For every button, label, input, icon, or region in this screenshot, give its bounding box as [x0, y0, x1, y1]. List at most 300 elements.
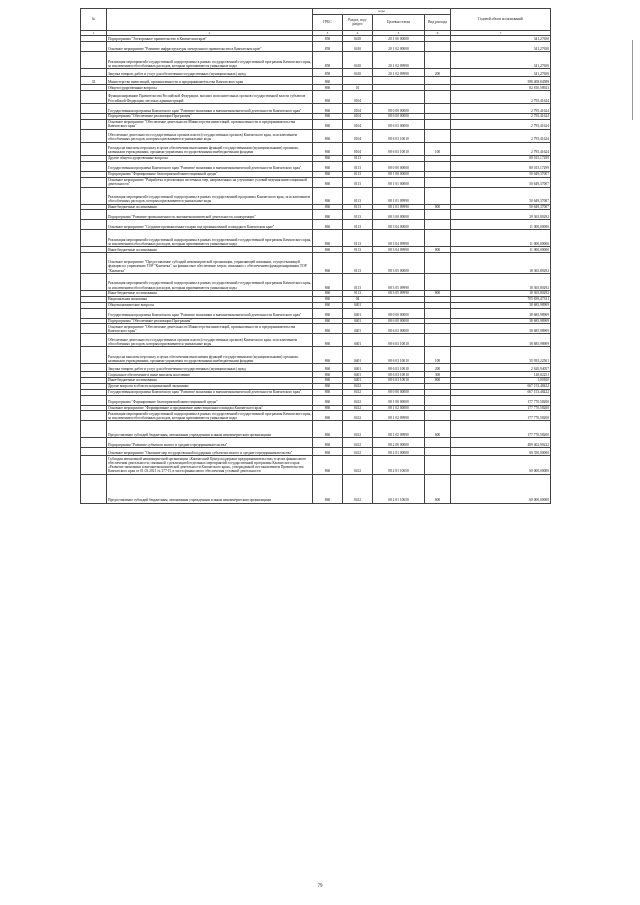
- cell-cs: 20 1 02 09990: [373, 69, 425, 77]
- cell-sum: 2 795,41624: [451, 91, 551, 104]
- cell-name: Подпрограмма "Формирование благоприятной инвестиционной среды": [107, 171, 313, 177]
- header-vr: Вид расхода: [425, 15, 451, 31]
- header-sum: Годовой объем ассигнований: [451, 9, 551, 31]
- cell-vr: [425, 411, 451, 421]
- cell-grbs: 860: [313, 142, 343, 155]
- cell-name: Подпрограмма "Развитие субъектов малого и среднего предпринимательства": [107, 438, 313, 448]
- cell-rz: 0410: [343, 52, 373, 69]
- cell-cs: 08 3 05 09990: [373, 274, 425, 291]
- cell-sum: 38 685,98909: [451, 334, 551, 347]
- cell-vr: [425, 334, 451, 347]
- cell-cs: 08 6 03 10010: [373, 378, 425, 384]
- cell-rz: 0113: [343, 171, 373, 177]
- header-index-cell: 4: [343, 30, 373, 36]
- cell-vr: [425, 119, 451, 129]
- cell-vr: [425, 448, 451, 456]
- cell-rz: 0104: [343, 129, 373, 142]
- cell-sum: 50 649,37007: [451, 177, 551, 187]
- cell-sum: 50 649,37007: [451, 171, 551, 177]
- cell-cs: 08 1 02 09990: [373, 421, 425, 438]
- cell-grbs: 860: [313, 456, 343, 474]
- cell-no: [81, 438, 107, 448]
- cell-name: Подпрограмма "Электронное правительство в Камчатском крае": [107, 36, 313, 42]
- cell-rz: 0113: [343, 247, 373, 253]
- cell-no: [81, 230, 107, 247]
- cell-cs: 08 2 01 10650: [373, 474, 425, 503]
- cell-rz: 0412: [343, 421, 373, 438]
- cell-sum: 177 770,58200: [451, 421, 551, 438]
- cell-rz: 0104: [343, 142, 373, 155]
- cell-name: Расходы на выплаты персоналу в целях обеспечения выполнения функций государственными (муниципальными) органами, казенными учреждениями, органами управления государственными внебюджетными фондами: [107, 142, 313, 155]
- header-cs: Целевая статья: [373, 15, 425, 31]
- budget-table: [80, 8, 551, 504]
- cell-rz: 0410: [343, 36, 373, 42]
- cell-rz: 0401: [343, 318, 373, 324]
- cell-vr: 300: [425, 372, 451, 378]
- cell-sum: 667 153,48422: [451, 389, 551, 395]
- cell-vr: [425, 274, 451, 291]
- header-index-cell: 7: [451, 30, 551, 36]
- cell-grbs: 858: [313, 52, 343, 69]
- cell-sum: 29 365,80292: [451, 210, 551, 220]
- cell-cs: 08 6 03 10010: [373, 372, 425, 378]
- cell-vr: [425, 230, 451, 247]
- cell-sum: 80 015,17299: [451, 155, 551, 161]
- cell-cs: 08 6 03 10010: [373, 142, 425, 155]
- table-row: [81, 187, 551, 204]
- cell-rz: 0104: [343, 104, 373, 114]
- cell-rz: 0113: [343, 274, 373, 291]
- table-row: [81, 474, 551, 503]
- header-index-cell: 5: [373, 30, 425, 36]
- cell-name: Основное мероприятие "Оказание мер государственной поддержки субъектам малого и среднего предпринимательства": [107, 448, 313, 456]
- cell-grbs: 860: [313, 210, 343, 220]
- cell-grbs: 860: [313, 129, 343, 142]
- cell-vr: 100: [425, 142, 451, 155]
- table-row: [81, 161, 551, 171]
- cell-rz: 0401: [343, 347, 373, 364]
- cell-no: [81, 456, 107, 474]
- cell-no: [81, 161, 107, 171]
- table-row: [81, 438, 551, 448]
- cell-sum: 2 620,94057: [451, 364, 551, 372]
- table-row: [81, 364, 551, 372]
- cell-cs: 08 6 00 00000: [373, 318, 425, 324]
- cell-grbs: 860: [313, 91, 343, 104]
- cell-sum: 667 153,48422: [451, 383, 551, 389]
- cell-sum: 38 685,98909: [451, 324, 551, 334]
- cell-cs: 08 6 03 00000: [373, 119, 425, 129]
- cell-no: [81, 421, 107, 438]
- cell-name: Основное мероприятие "Предоставление субсидий некоммерческой организации, управляющей компании, осуществляющей функции по управлению ТОР "Камчатка", на финансовое обеспечение затрат, связанных с обеспечением функционирования ТОР "Камчатка": [107, 253, 313, 274]
- cell-no: [81, 42, 107, 52]
- cell-grbs: 860: [313, 324, 343, 334]
- cell-grbs: 860: [313, 474, 343, 503]
- cell-vr: [425, 104, 451, 114]
- cell-name: Общегосударственные вопросы: [107, 85, 313, 91]
- cell-no: [81, 104, 107, 114]
- cell-sum: 2 795,41624: [451, 129, 551, 142]
- cell-rz: 0113: [343, 187, 373, 204]
- cell-name: Предоставление субсидий бюджетным, автономным учреждениям и иным некоммерческим организациям: [107, 421, 313, 438]
- cell-sum: 50 649,37007: [451, 204, 551, 210]
- cell-sum: 38 685,98909: [451, 318, 551, 324]
- cell-name: Иные бюджетные ассигнования: [107, 291, 313, 297]
- cell-no: [81, 210, 107, 220]
- header-index-cell: 1: [81, 30, 107, 36]
- cell-rz: [343, 77, 373, 85]
- cell-name: Закупка товаров, работ и услуг для обеспечения государственных (муниципальных) нужд: [107, 364, 313, 372]
- cell-cs: [373, 91, 425, 104]
- cell-grbs: 860: [313, 308, 343, 318]
- cell-vr: 200: [425, 69, 451, 77]
- cell-cs: 08 2 01 00000: [373, 448, 425, 456]
- cell-sum: 588 408,84588: [451, 77, 551, 85]
- table-row: [81, 119, 551, 129]
- cell-sum: 341,27650: [451, 69, 551, 77]
- cell-no: [81, 119, 107, 129]
- cell-vr: [425, 395, 451, 405]
- cell-cs: 08 3 00 00000: [373, 210, 425, 220]
- cell-rz: 0401: [343, 308, 373, 318]
- cell-name: Обеспечение деятельности государственных органов власти (государственных органов) Камчатского края, за исключением обособленных расходов, которым присваиваются уникальные коды: [107, 334, 313, 347]
- cell-rz: 0401: [343, 302, 373, 308]
- cell-name: Основное мероприятие "Развитие инфраструктуры электронного правительства в Камчатском крае": [107, 42, 313, 52]
- cell-rz: 0113: [343, 204, 373, 210]
- cell-sum: 489 402,90222: [451, 438, 551, 448]
- cell-grbs: 860: [313, 438, 343, 448]
- cell-no: [81, 474, 107, 503]
- cell-vr: [425, 77, 451, 85]
- cell-cs: 08 0 00 00000: [373, 161, 425, 171]
- cell-vr: 800: [425, 204, 451, 210]
- cell-cs: 08 1 00 00000: [373, 171, 425, 177]
- cell-vr: [425, 187, 451, 204]
- table-row: [81, 230, 551, 247]
- cell-name: Подпрограмма "Обеспечение реализации Программы": [107, 114, 313, 120]
- cell-sum: 82 810,58923: [451, 85, 551, 91]
- header-index-cell: 6: [425, 30, 451, 36]
- cell-cs: 08 1 00 00000: [373, 395, 425, 405]
- cell-grbs: 860: [313, 114, 343, 120]
- cell-no: [81, 395, 107, 405]
- cell-rz: 0412: [343, 411, 373, 421]
- cell-grbs: 860: [313, 318, 343, 324]
- cell-cs: 08 3 04 09990: [373, 230, 425, 247]
- cell-no: [81, 129, 107, 142]
- cell-grbs: 860: [313, 291, 343, 297]
- table-row: [81, 77, 551, 85]
- cell-grbs: 860: [313, 347, 343, 364]
- cell-rz: 01: [343, 85, 373, 91]
- cell-name: Реализация мероприятий государственной подпрограммы в рамках государственной государственной программы Камчатского края, за исключением обособленных расходов, которым присваиваются уникальные коды: [107, 230, 313, 247]
- cell-cs: 20 1 02 09990: [373, 52, 425, 69]
- table-row: [81, 274, 551, 291]
- cell-name: Общеэкономические вопросы: [107, 302, 313, 308]
- cell-grbs: 860: [313, 411, 343, 421]
- cell-vr: [425, 161, 451, 171]
- cell-cs: 08 0 00 00000: [373, 104, 425, 114]
- cell-name: Основное мероприятие "Обеспечение деятельности Министерства инвестиций, промышленности и предпринимательства Камчатского края": [107, 324, 313, 334]
- cell-no: [81, 220, 107, 230]
- cell-grbs: 860: [313, 395, 343, 405]
- cell-vr: 800: [425, 378, 451, 384]
- cell-grbs: 860: [313, 171, 343, 177]
- table-row: [81, 220, 551, 230]
- cell-rz: 0113: [343, 230, 373, 247]
- cell-grbs: 860: [313, 177, 343, 187]
- cell-name: Другие вопросы в области национальной экономики: [107, 383, 313, 389]
- cell-vr: [425, 324, 451, 334]
- cell-no: [81, 253, 107, 274]
- cell-name: Основное мероприятие "Создание промышленного парка под промышленной площадки в Камчатском крае": [107, 220, 313, 230]
- cell-rz: 0412: [343, 448, 373, 456]
- cell-cs: 08 6 03 10010: [373, 347, 425, 364]
- cell-no: 33: [81, 77, 107, 85]
- cell-grbs: 858: [313, 36, 343, 42]
- cell-cs: 08 3 05 00000: [373, 253, 425, 274]
- cell-rz: 0113: [343, 161, 373, 171]
- cell-name: Социальное обеспечение и иные выплаты населению: [107, 372, 313, 378]
- cell-name: Обеспечение деятельности государственных органов власти (государственных органов) Камчатского края, за исключением обособленных расходов, которым присваиваются уникальные коды: [107, 129, 313, 142]
- cell-no: [81, 274, 107, 291]
- cell-name: Государственная программа Камчатского края "Развитие экономики и внешнеэкономической деятельности Камчатского края": [107, 161, 313, 171]
- cell-grbs: 860: [313, 302, 343, 308]
- cell-rz: 0412: [343, 389, 373, 395]
- cell-rz: 0113: [343, 291, 373, 297]
- cell-name: Подпрограмма "Обеспечение реализации Программы": [107, 318, 313, 324]
- cell-name: Функционирование Правительства Российской Федерации, высших исполнительных органов государственной власти субъектов Российской Федерации, местных администраций: [107, 91, 313, 104]
- cell-cs: 08 6 00 00000: [373, 114, 425, 120]
- header-codes: коды: [313, 9, 451, 15]
- cell-no: [81, 334, 107, 347]
- cell-rz: 0113: [343, 177, 373, 187]
- cell-cs: 08 3 04 00000: [373, 220, 425, 230]
- table-row: [81, 91, 551, 104]
- cell-name: Закупка товаров, работ и услуг для обеспечения государственных (муниципальных) нужд: [107, 69, 313, 77]
- cell-sum: 18 365,80292: [451, 253, 551, 274]
- header-name: [107, 9, 313, 31]
- cell-cs: 08 0 00 00000: [373, 389, 425, 395]
- cell-name: Реализация мероприятий государственной подпрограммы в рамках государственной программы Камчатского края, за исключением обособленных расходов, которым присваиваются уникальные коды: [107, 187, 313, 204]
- cell-no: [81, 91, 107, 104]
- cell-name: Иные бюджетные ассигнования: [107, 204, 313, 210]
- table-row: [81, 448, 551, 456]
- cell-sum: 35 935,22501: [451, 347, 551, 364]
- cell-cs: 08 3 04 09990: [373, 247, 425, 253]
- margin-mark: [632, 40, 638, 120]
- cell-cs: 08 6 03 10010: [373, 334, 425, 347]
- cell-grbs: 860: [313, 389, 343, 395]
- cell-rz: 0412: [343, 474, 373, 503]
- cell-cs: 08 1 01 09990: [373, 204, 425, 210]
- cell-vr: 800: [425, 247, 451, 253]
- cell-rz: 0113: [343, 253, 373, 274]
- cell-cs: 08 1 01 09990: [373, 187, 425, 204]
- cell-rz: 0401: [343, 334, 373, 347]
- cell-grbs: 860: [313, 119, 343, 129]
- cell-name: Предоставление субсидий бюджетным, автономным учреждениям и иным некоммерческим организациям: [107, 474, 313, 503]
- cell-vr: 600: [425, 421, 451, 438]
- cell-vr: [425, 91, 451, 104]
- cell-cs: 08 1 02 09990: [373, 411, 425, 421]
- cell-name: Подпрограмма "Развитие промышленности, внешнеэкономической деятельности, конкуренции": [107, 210, 313, 220]
- table-row: [81, 395, 551, 405]
- header-razdel: Раздел, под-раздел: [343, 15, 373, 31]
- cell-grbs: 860: [313, 364, 343, 372]
- cell-grbs: 858: [313, 42, 343, 52]
- cell-sum: 69 350,00000: [451, 448, 551, 456]
- header-grbs: ГРБС: [313, 15, 343, 31]
- cell-grbs: 860: [313, 77, 343, 85]
- cell-sum: 11 000,00000: [451, 220, 551, 230]
- cell-no: [81, 187, 107, 204]
- cell-name: Реализация мероприятий государственной подпрограммы в рамках государственной государственной программы Камчатского края, за исключением обособленных расходов, которым присваиваются уникальные коды: [108, 411, 311, 420]
- cell-vr: [425, 210, 451, 220]
- cell-sum: 2 795,41624: [451, 114, 551, 120]
- cell-sum: 705 839,47331: [451, 296, 551, 302]
- cell-name: Иные бюджетные ассигнования: [107, 247, 313, 253]
- cell-sum: 18 365,80292: [451, 274, 551, 291]
- cell-sum: 18 365,80292: [451, 291, 551, 297]
- cell-vr: 100: [425, 347, 451, 364]
- cell-no: [81, 177, 107, 187]
- cell-sum: 60 000,00000: [451, 456, 551, 474]
- cell-vr: [425, 253, 451, 274]
- cell-name: Государственная программа Камчатского края "Развитие экономики и внешнеэкономической деятельности Камчатского края": [107, 389, 313, 395]
- cell-sum: 177 770,58200: [451, 411, 551, 421]
- cell-vr: 800: [425, 291, 451, 297]
- cell-vr: 200: [425, 364, 451, 372]
- cell-name: Другие общегосударственные вопросы: [107, 155, 313, 161]
- cell-cs: 08 1 01 00000: [373, 177, 425, 187]
- cell-grbs: 860: [313, 372, 343, 378]
- cell-grbs: 860: [313, 253, 343, 274]
- budget-table-sheet: [80, 8, 550, 504]
- cell-grbs: 858: [313, 69, 343, 77]
- cell-vr: [425, 220, 451, 230]
- cell-sum: 80 015,17299: [451, 161, 551, 171]
- table-row: [81, 42, 551, 52]
- cell-sum: 341,27650: [451, 52, 551, 69]
- table-row: [81, 411, 551, 421]
- cell-rz: 0410: [343, 42, 373, 52]
- cell-sum: 341,27650: [451, 42, 551, 52]
- cell-sum: 11 000,00000: [451, 247, 551, 253]
- table-row: [81, 253, 551, 274]
- cell-sum: 341,27650: [451, 36, 551, 42]
- cell-name: Основное мероприятие "Формирование и продвижение инвестиционного имиджа Камчатского края": [107, 405, 313, 411]
- cell-no: [81, 347, 107, 364]
- cell-grbs: 860: [313, 448, 343, 456]
- table-row: [81, 421, 551, 438]
- cell-cs: 08 3 05 09990: [373, 291, 425, 297]
- cell-no: [81, 364, 107, 372]
- cell-grbs: 860: [313, 187, 343, 204]
- cell-grbs: 860: [313, 220, 343, 230]
- cell-name: Основное мероприятие "Обеспечение деятельности Министерства инвестиций, промышленности и предпринимательства Камчатского края": [107, 119, 313, 129]
- cell-grbs: 860: [313, 383, 343, 389]
- cell-no: [81, 308, 107, 318]
- table-row: [81, 104, 551, 114]
- table-row: [81, 347, 551, 364]
- cell-name: Субсидия автономной некоммерческой организации «Камчатский Центр поддержки предпринимательства» в целях финансового обеспечения деятельности, связанной с реализацией отдельных мероприятий государственной программы Камчатского края «Развитие экономики и внешнеэкономической деятельности Камчатского края», утвержденной постановлением Правительства Камчатского края от 01.03.2021 № 277-П, в части финансового обеспечения уставной деятельности: [107, 456, 313, 474]
- table-row: [81, 177, 551, 187]
- cell-name: Государственная программа Камчатского края "Развитие экономики и внешнеэкономической деятельности Камчатского края": [107, 308, 313, 318]
- cell-cs: 08 1 02 00000: [373, 405, 425, 411]
- cell-vr: [425, 129, 451, 142]
- cell-no: [81, 69, 107, 77]
- cell-cs: [373, 77, 425, 85]
- cell-grbs: 860: [313, 378, 343, 384]
- table-row: [81, 129, 551, 142]
- cell-rz: 0412: [343, 456, 373, 474]
- cell-sum: 60 000,00000: [451, 474, 551, 503]
- cell-grbs: 860: [313, 421, 343, 438]
- cell-cs: 20 1 00 00000: [373, 36, 425, 42]
- cell-rz: 0401: [343, 378, 373, 384]
- cell-vr: [425, 456, 451, 474]
- table-row: [81, 69, 551, 77]
- cell-name: Расходы на выплаты персоналу в целях обеспечения выполнения функций государственными (муниципальными) органами, казенными учреждениями, органами управления государственными внебюджетными фондами: [107, 347, 313, 364]
- cell-rz: 0401: [343, 372, 373, 378]
- cell-name: Подпрограмма "Формирование благоприятной инвестиционной среды": [107, 395, 313, 405]
- cell-rz: 0104: [343, 114, 373, 120]
- cell-sum: 1,00100: [451, 378, 551, 384]
- cell-grbs: 860: [313, 334, 343, 347]
- cell-cs: 20 1 02 00000: [373, 42, 425, 52]
- cell-rz: 0113: [343, 220, 373, 230]
- cell-sum: 38 685,98909: [451, 308, 551, 318]
- cell-grbs: 860: [313, 247, 343, 253]
- cell-grbs: 860: [313, 230, 343, 247]
- cell-no: [81, 411, 107, 421]
- cell-grbs: 860: [313, 104, 343, 114]
- cell-rz: 0113: [343, 210, 373, 220]
- header-no: №: [81, 9, 107, 31]
- cell-name: Основное мероприятие "Разработка и реализация системных мер, направленных на улучшение условий ведения инвестиционной деятельности": [107, 177, 313, 187]
- cell-rz: 0113: [343, 155, 373, 161]
- header-index-cell: 2: [107, 30, 313, 36]
- table-row: [81, 334, 551, 347]
- cell-grbs: 860: [313, 405, 343, 411]
- cell-vr: [425, 177, 451, 187]
- cell-vr: [425, 308, 451, 318]
- table-row: [81, 210, 551, 220]
- cell-no: [81, 52, 107, 69]
- cell-no: [81, 448, 107, 456]
- page-number: 79: [317, 884, 323, 889]
- cell-rz: 0104: [343, 119, 373, 129]
- cell-sum: 2 795,41624: [451, 142, 551, 155]
- cell-grbs: 860: [313, 85, 343, 91]
- cell-name: Реализация мероприятий государственной подпрограммы в рамках государственной государственной программы Камчатского края, за исключением обособленных расходов, которым присваиваются уникальные коды: [107, 52, 313, 69]
- table-row: [81, 52, 551, 69]
- cell-name: Государственная программа Камчатского края "Развитие экономики и внешнеэкономической деятельности Камчатского края": [107, 104, 313, 114]
- cell-rz: 04: [343, 296, 373, 302]
- table-row: [81, 142, 551, 155]
- cell-rz: 0412: [343, 438, 373, 448]
- cell-grbs: 860: [313, 296, 343, 302]
- table-row: [81, 456, 551, 474]
- cell-grbs: 860: [313, 274, 343, 291]
- cell-name: Иные бюджетные ассигнования: [107, 378, 313, 384]
- budget-table-body: [81, 36, 551, 503]
- cell-name: Министерство инвестиций, промышленности и предпринимательства Камчатского края: [107, 77, 313, 85]
- cell-rz: 0410: [343, 69, 373, 77]
- cell-vr: [425, 438, 451, 448]
- cell-sum: 38 685,98909: [451, 302, 551, 308]
